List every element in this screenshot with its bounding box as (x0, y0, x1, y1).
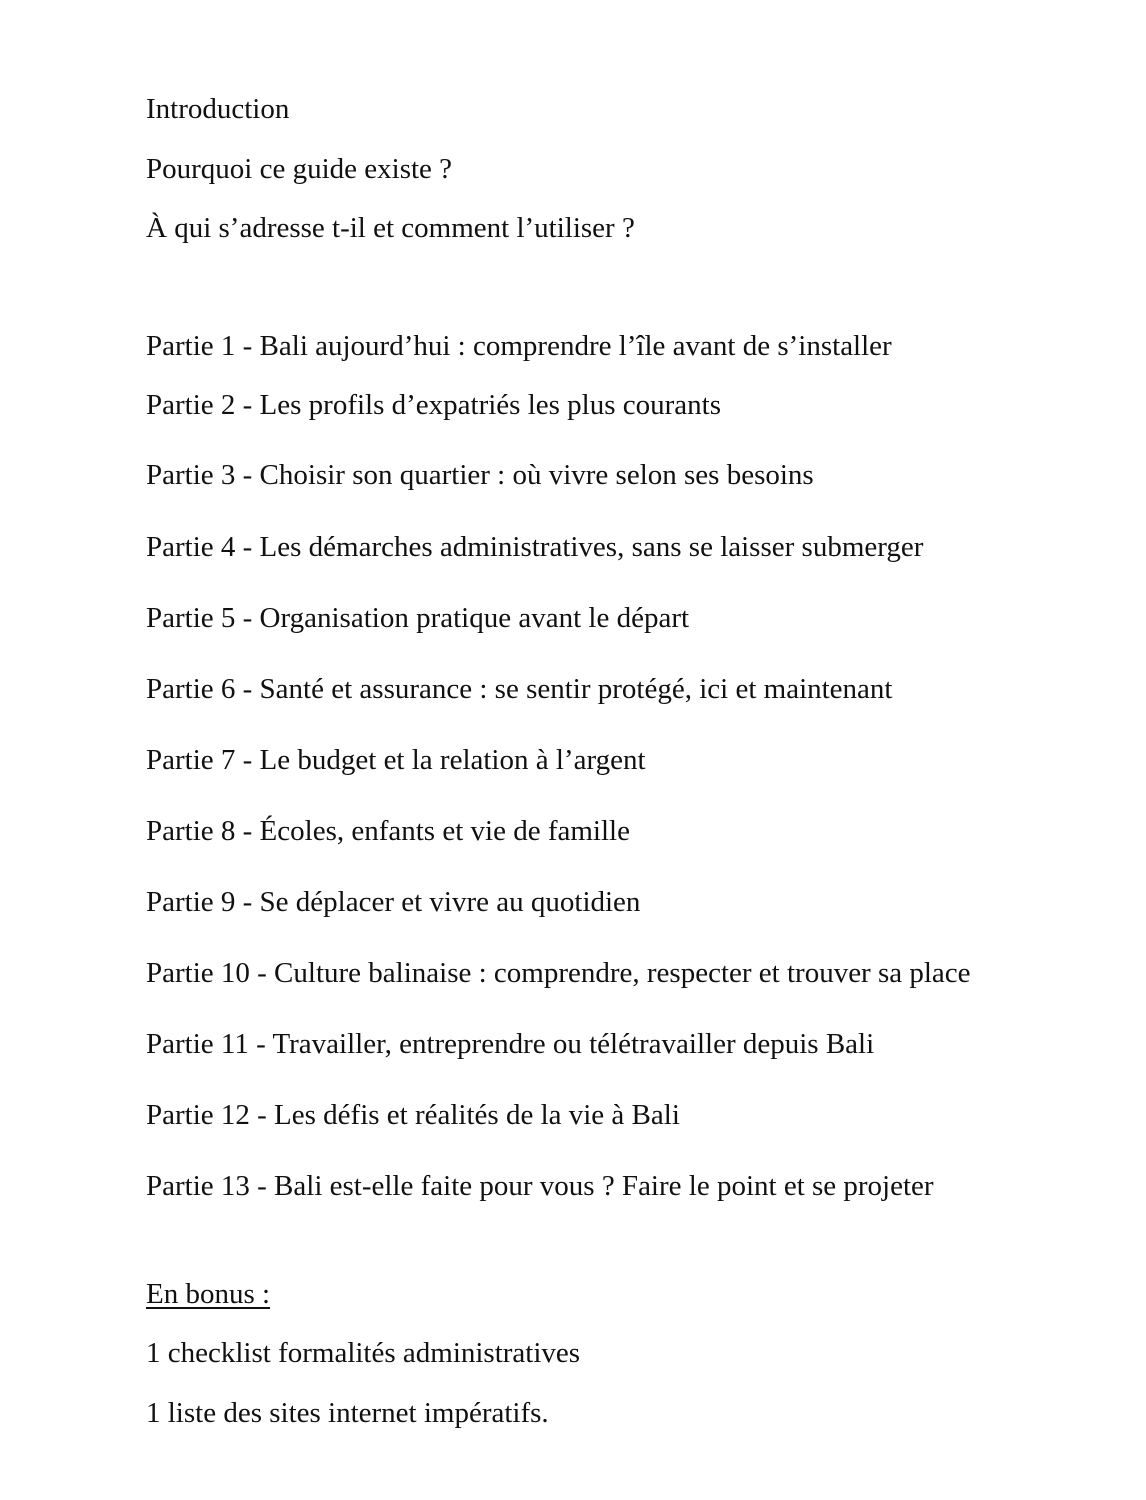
toc-part-9: Partie 9 - Se déplacer et vivre au quotidien (146, 886, 641, 918)
toc-part-13: Partie 13 - Bali est-elle faite pour vous ? Faire le point et se projeter (146, 1170, 934, 1202)
intro-title: Introduction (146, 93, 290, 125)
toc-part-3: Partie 3 - Choisir son quartier : où vivre selon ses besoins (146, 459, 814, 491)
toc-part-7: Partie 7 - Le budget et la relation à l’argent (146, 744, 646, 776)
toc-part-1: Partie 1 - Bali aujourd’hui : comprendre l’île avant de s’installer (146, 330, 892, 362)
bonus-item: 1 checklist formalités administratives (146, 1337, 581, 1369)
bonus-item: 1 liste des sites internet impératifs. (146, 1397, 549, 1429)
toc-part-2: Partie 2 - Les profils d’expatriés les plus courants (146, 389, 722, 421)
toc-part-4: Partie 4 - Les démarches administratives, sans se laisser submerger (146, 531, 924, 563)
toc-part-8: Partie 8 - Écoles, enfants et vie de famille (146, 815, 630, 847)
toc-part-12: Partie 12 - Les défis et réalités de la vie à Bali (146, 1099, 680, 1131)
toc-part-6: Partie 6 - Santé et assurance : se sentir protégé, ici et maintenant (146, 673, 893, 705)
intro-line: Pourquoi ce guide existe ? (146, 153, 453, 185)
intro-line: À qui s’adresse t-il et comment l’utiliser ? (146, 212, 635, 244)
bonus-heading: En bonus : (146, 1278, 271, 1310)
toc-part-10: Partie 10 - Culture balinaise : comprendre, respecter et trouver sa place (146, 957, 971, 989)
toc-part-5: Partie 5 - Organisation pratique avant le départ (146, 602, 690, 634)
toc-part-11: Partie 11 - Travailler, entreprendre ou télétravailler depuis Bali (146, 1028, 875, 1060)
